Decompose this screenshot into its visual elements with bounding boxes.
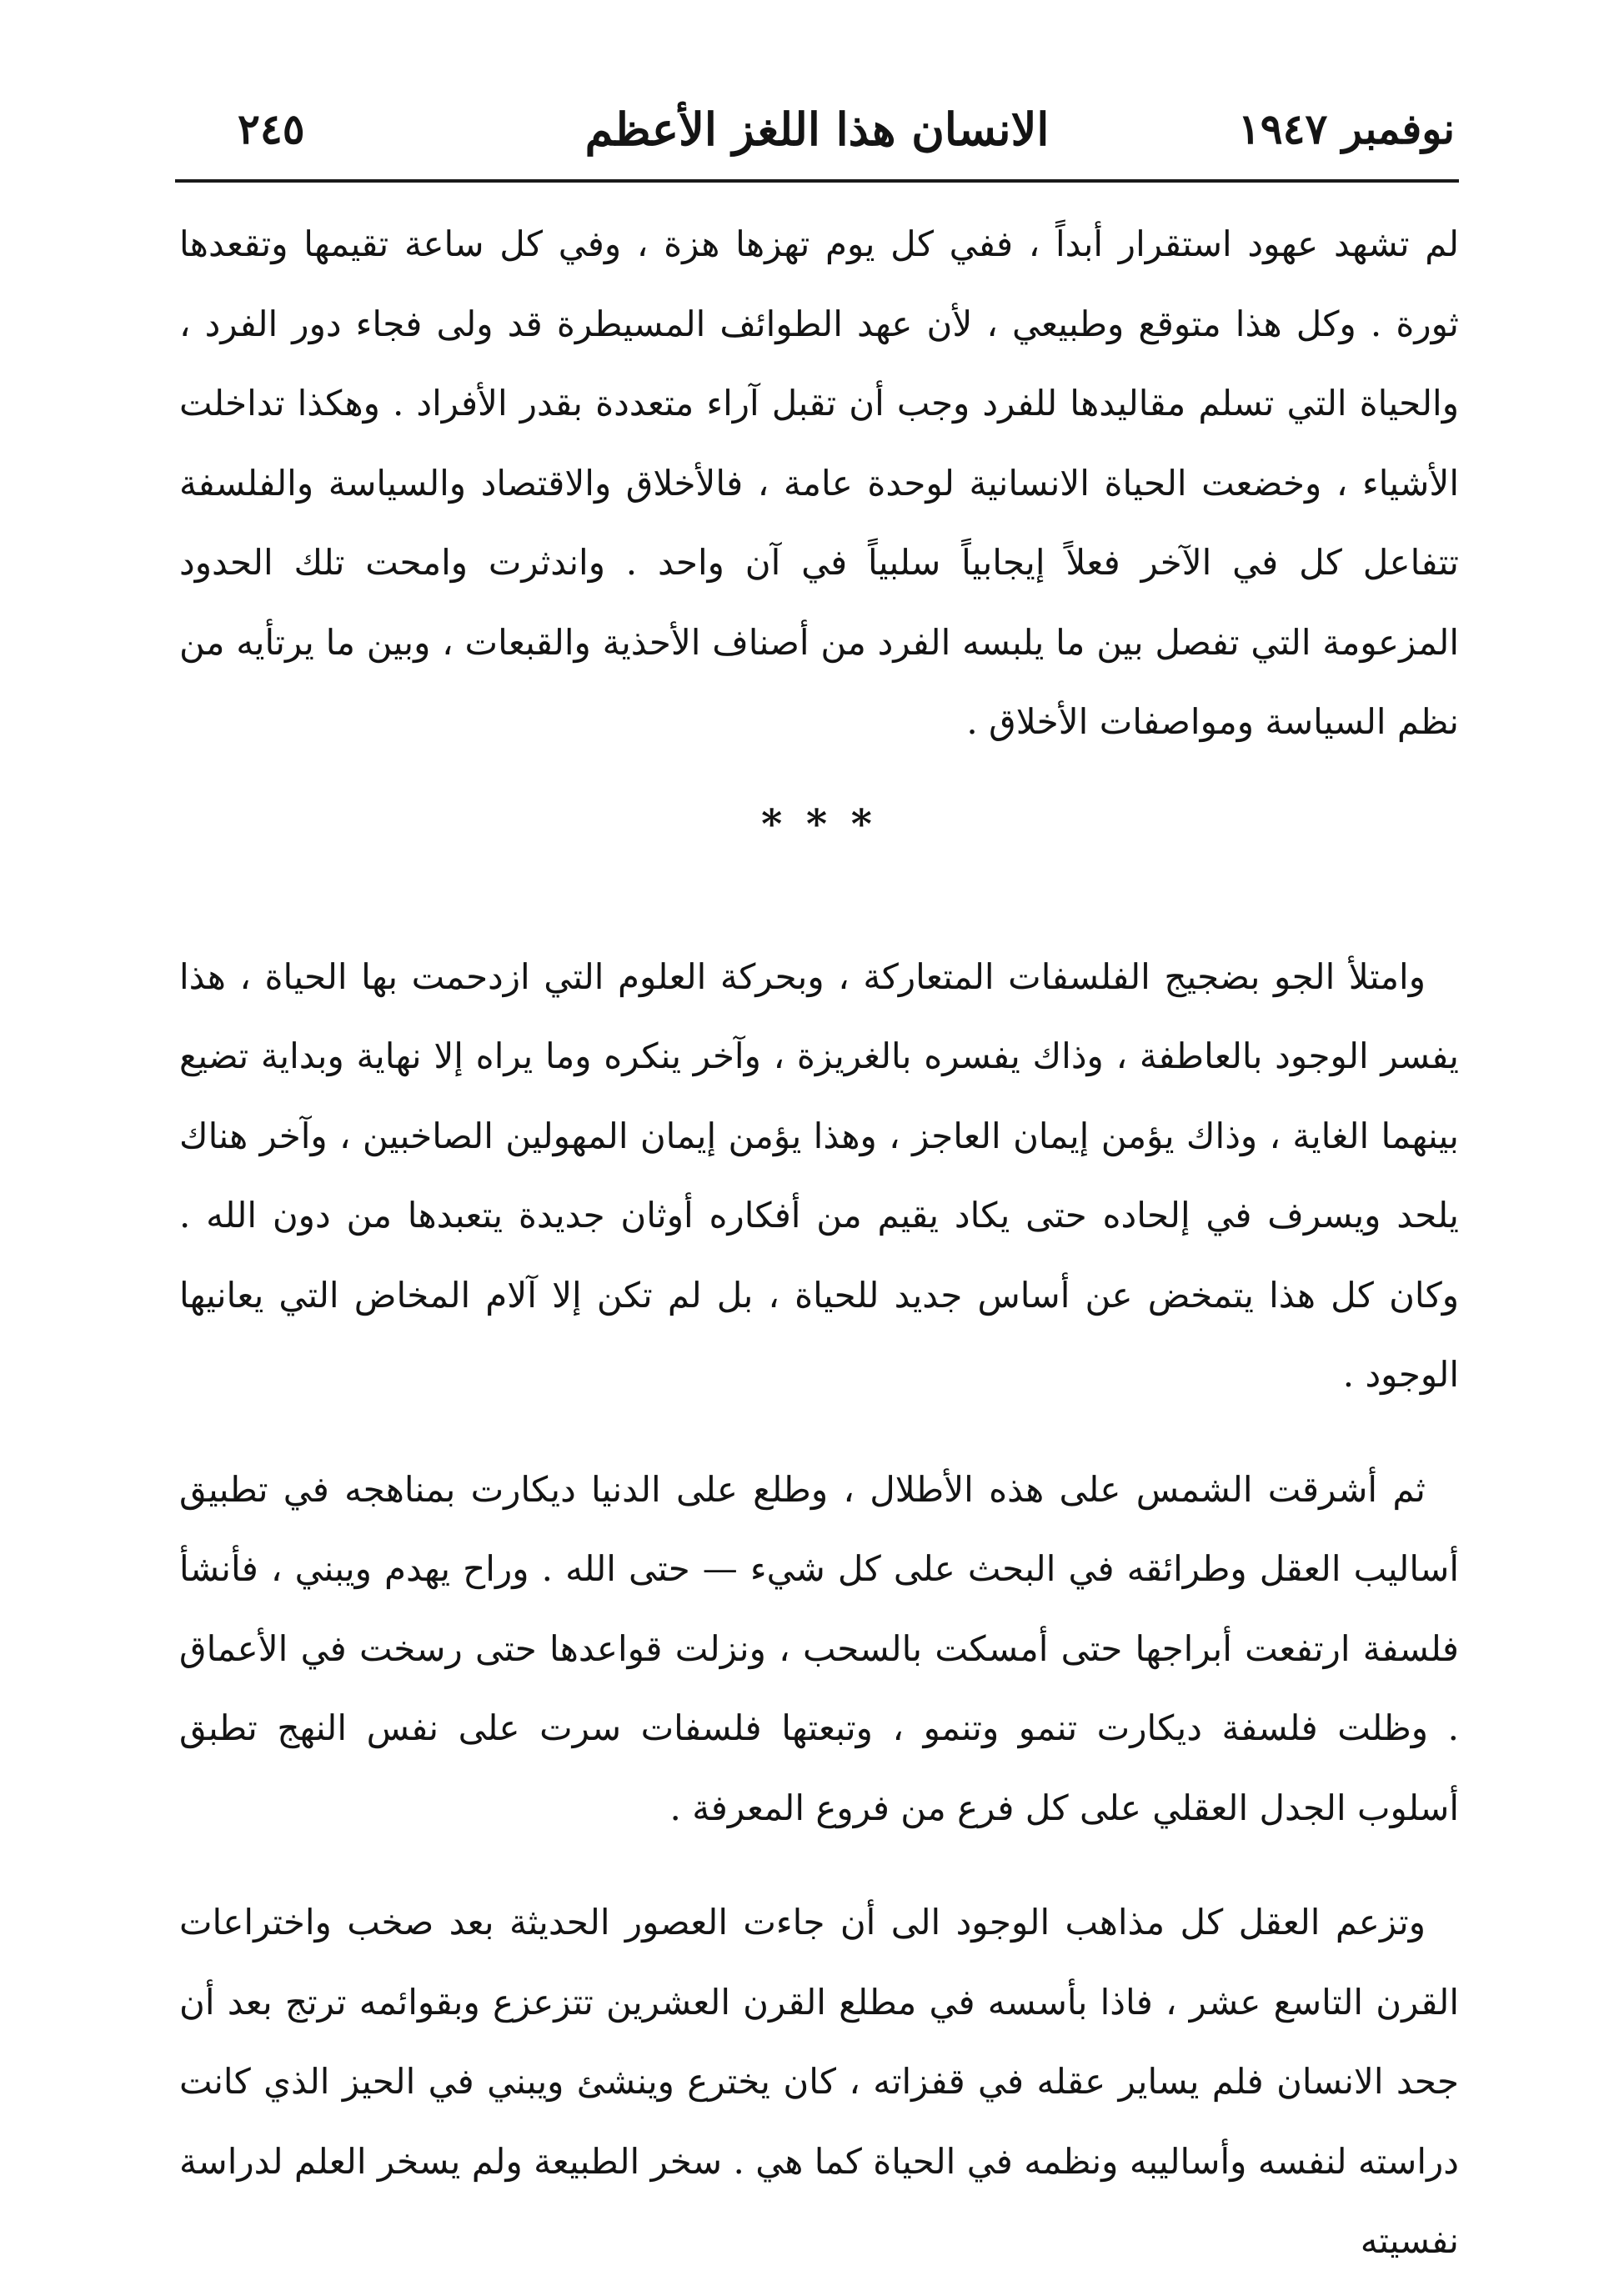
header-date: نوفمبر ١٩٤٧ <box>1237 104 1455 153</box>
page-header <box>179 92 1455 167</box>
spacer <box>179 1847 1459 1882</box>
article-body <box>179 204 1459 2281</box>
header-rule <box>175 179 1459 183</box>
spacer <box>179 1415 1459 1450</box>
paragraph-4: وتزعم العقل كل مذاهب الوجود الى أن جاءت العصور الحديثة بعد صخب واختراعات القرن التاسع عشر ، فاذا بأسسه في مطلع القرن العشرين تتزعزع وبقوائمه ترتج بعد أن جحد الانسان فلم يساير عقله في قفزاته ، كان يخترع وينشئ ويبني في الحيز الذي كانت دراسته لنفسه وأساليبه ونظمه في الحياة كما هي . سخر الطبيعة ولم يسخر العلم لدراسة نفسيته <box>179 1902 1459 2261</box>
running-title: الانسان هذا اللغز الأعظم <box>584 103 1050 156</box>
paragraph-3: ثم أشرقت الشمس على هذه الأطلال ، وطلع على الدنيا ديكارت بمناهجه في تطبيق أساليب العقل وطرائقه في البحث على كل شيء — حتى الله . وراح يهدم ويبني ، فأنشأ فلسفة ارتفعت أبراجها حتى أمسكت بالسحب ، ونزلت قواعدها حتى رسخت في الأعماق . وظلت فلسفة ديكارت تنمو وتنمو ، وتبعتها فلسفات سرت على نفس النهج تطبق أسلوب الجدل العقلي على كل فرع من فروع المعرفة . <box>179 1468 1459 1828</box>
paragraph-2: وامتلأ الجو بضجيج الفلسفات المتعاركة ، وبحركة العلوم التي ازدحمت بها الحياة ، هذا يفسر الوجود بالعاطفة ، وذاك يفسره بالغريزة ، وآخر ينكره وما يراه إلا نهاية وبداية تضيع بينهما الغاية ، وذاك يؤمن إيمان العاجز ، وهذا يؤمن إيمان المهولين الصاخبين ، وآخر هناك يلحد ويسرف في إلحاده حتى يكاد يقيم من أفكاره أوثان جديدة يتعبدها من دون الله . وكان كل هذا يتمخض عن أساس جديد للحياة ، بل لم تكن إلا آلام المخاض التي يعانيها الوجود . <box>179 955 1460 1395</box>
spacer <box>179 762 1459 795</box>
section-separator: * * * <box>761 800 877 848</box>
spacer <box>179 854 1459 937</box>
page-number: ٢٤٥ <box>238 104 305 153</box>
paragraph-1: لم تشهد عهود استقرار أبداً ، ففي كل يوم تهزها هزة ، وفي كل ساعة تقيمها وتقعدها ثورة . وكل هذا متوقع وطبيعي ، لأن عهد الطوائف المسيطرة قد ولى فجاء دور الفرد ، والحياة التي تسلم مقاليدها للفرد وجب أن تقبل آراء متعددة بقدر الأفراد . وهكذا تداخلت الأشياء ، وخضعت الحياة الانسانية لوحدة عامة ، فالأخلاق والاقتصاد والسياسة والفلسفة تتفاعل كل في الآخر فعلاً إيجابياً سلبياً في آن واحد . واندثرت وامحت تلك الحدود المزعومة التي تفصل بين ما يلبسه الفرد من أصناف الأحذية والقبعات ، وبين ما يرتأيه من نظم السياسة ومواصفات الأخلاق . <box>179 223 1459 742</box>
